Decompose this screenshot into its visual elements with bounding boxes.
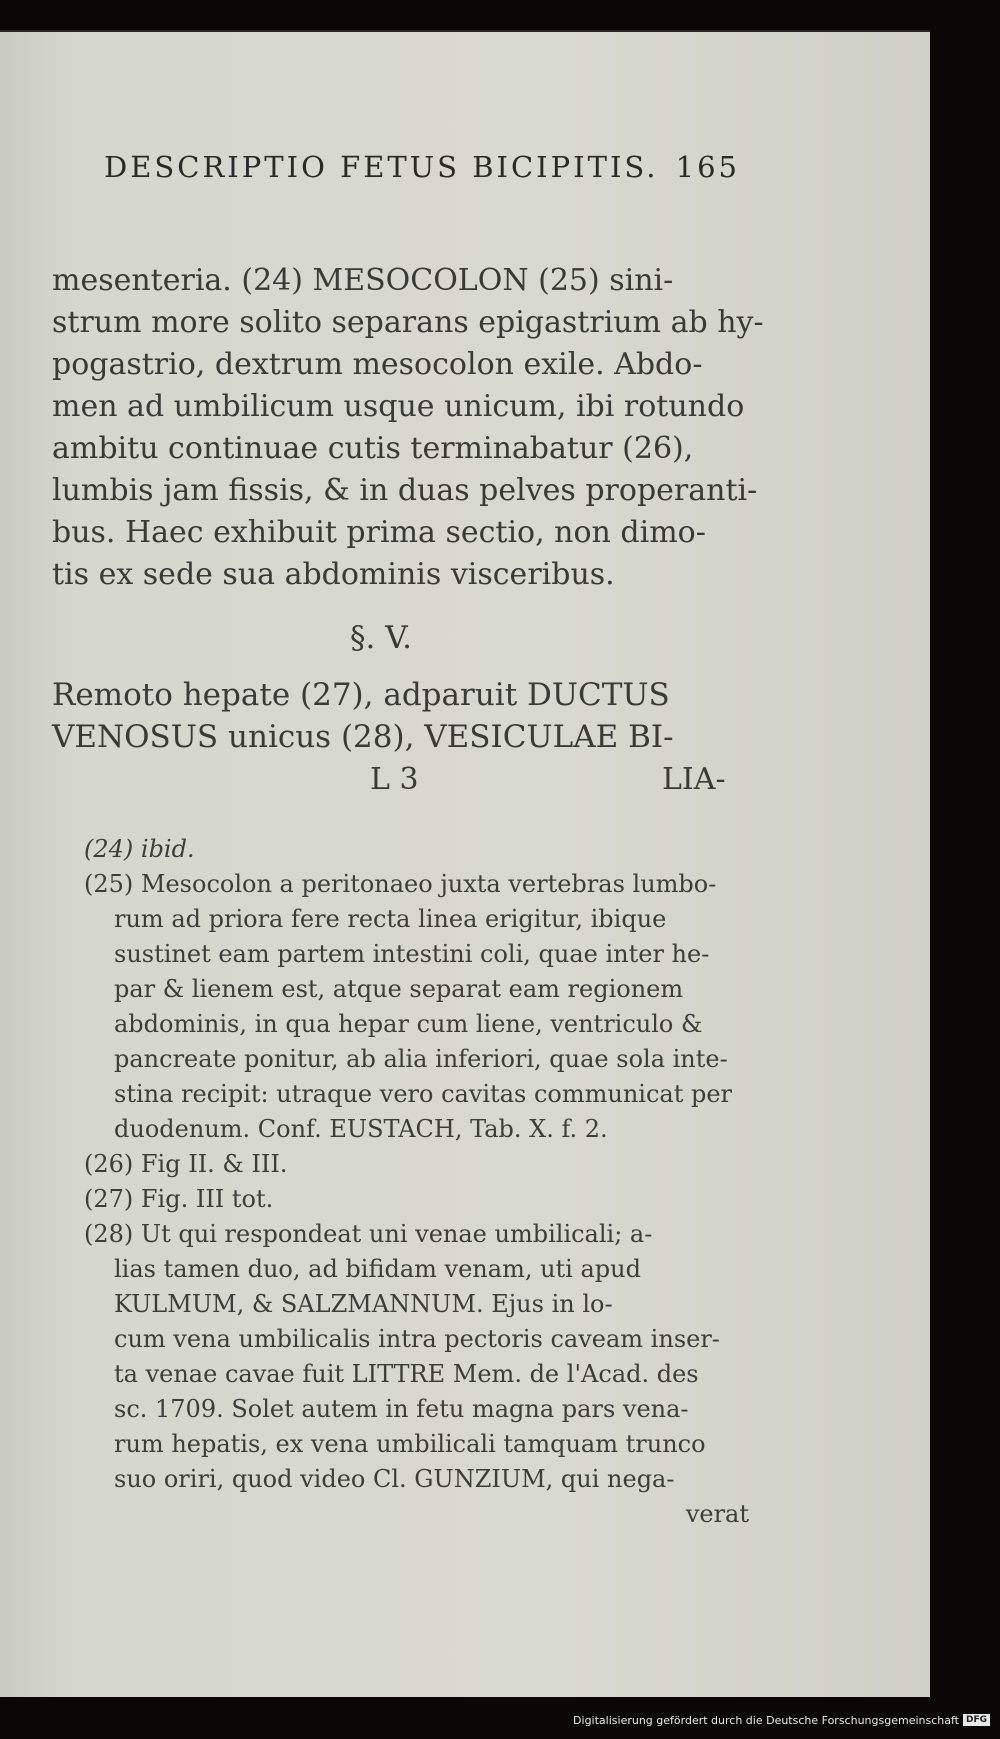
footnote-line: suo oriri, quod video Cl. GUNZIUM, qui nega- (114, 1465, 675, 1493)
footnote-line: (25) Mesocolon a peritonaeo juxta vertebras lumbo- (84, 870, 717, 898)
text-line: men ad umbilicum usque unicum, ibi rotundo (52, 389, 745, 424)
footnote-28 (84, 1217, 749, 1497)
footnotes (84, 832, 749, 1532)
footnote-line: rum hepatis, ex vena umbilicali tamquam trunco (114, 1430, 706, 1458)
footnote-26: (26) Fig II. & III. (84, 1150, 288, 1178)
footnote-line: pancreate ponitur, ab alia inferiori, quae sola inte- (114, 1045, 728, 1073)
dfg-logo-icon: DFG (963, 1714, 990, 1726)
text-line: Remoto hepate (27), adparuit DUCTUS (52, 677, 670, 713)
footnote-line: sc. 1709. Solet autem in fetu magna pars vena- (114, 1395, 689, 1423)
footnote-line: par & lienem est, atque separat eam regionem (114, 975, 684, 1003)
text-line: lumbis jam fissis, & in duas pelves properanti- (52, 473, 758, 508)
footnote-line: stina recipit: utraque vero cavitas communicat per (114, 1080, 733, 1108)
footnote-line: ta venae cavae fuit LITTRE Mem. de l'Acad. des (114, 1360, 699, 1388)
footnote-25 (84, 867, 749, 1147)
footnote-catchword: verat (685, 1500, 749, 1528)
signature-mark: L 3 (370, 762, 419, 797)
footnote-line: cum vena umbilicalis intra pectoris caveam inser- (114, 1325, 720, 1353)
footnote-line: duodenum. Conf. EUSTACH, Tab. X. f. 2. (114, 1115, 608, 1143)
footnote-line: rum ad priora fere recta linea erigitur, ibique (114, 905, 667, 933)
section-heading: §. V. (350, 620, 413, 656)
footnote-line: lias tamen duo, ad bifidam venam, uti apud (114, 1255, 641, 1283)
text-line: pogastrio, dextrum mesocolon exile. Abdo- (52, 347, 703, 382)
catchword: LIA- (662, 762, 726, 797)
digitization-footer (573, 1711, 990, 1729)
text-line: ambitu continuae cutis terminabatur (26), (52, 431, 694, 466)
footnote-line: KULMUM, & SALZMANNUM. Ejus in lo- (114, 1290, 613, 1318)
footnote-24: (24) ibid. (84, 835, 195, 863)
footnote-line: abdominis, in qua hepar cum liene, ventriculo & (114, 1010, 703, 1038)
footnote-27: (27) Fig. III tot. (84, 1185, 274, 1213)
footnote-line: (28) Ut qui respondeat uni venae umbilicali; a- (84, 1220, 653, 1248)
text-line: tis ex sede sua abdominis visceribus. (52, 557, 615, 592)
running-head (104, 150, 740, 184)
text-line: VENOSUS unicus (28), VESICULAE BI- (52, 719, 674, 755)
text-line: bus. Haec exhibuit prima sectio, non dimo- (52, 515, 706, 550)
running-title: DESCRIPTIO FETUS BICIPITIS. (104, 150, 659, 184)
book-page (0, 30, 930, 1697)
text-line: mesenteria. (24) MESOCOLON (25) sini- (52, 263, 674, 298)
footnote-line: sustinet eam partem intestini coli, quae inter he- (114, 940, 710, 968)
footer-text: Digitalisierung gefördert durch die Deutsche Forschungsgemeinschaft (573, 1713, 959, 1727)
page-number: 165 (675, 150, 740, 184)
section-paragraph (52, 674, 742, 758)
main-paragraph (52, 260, 764, 596)
text-line: strum more solito separans epigastrium ab hy- (52, 305, 764, 340)
